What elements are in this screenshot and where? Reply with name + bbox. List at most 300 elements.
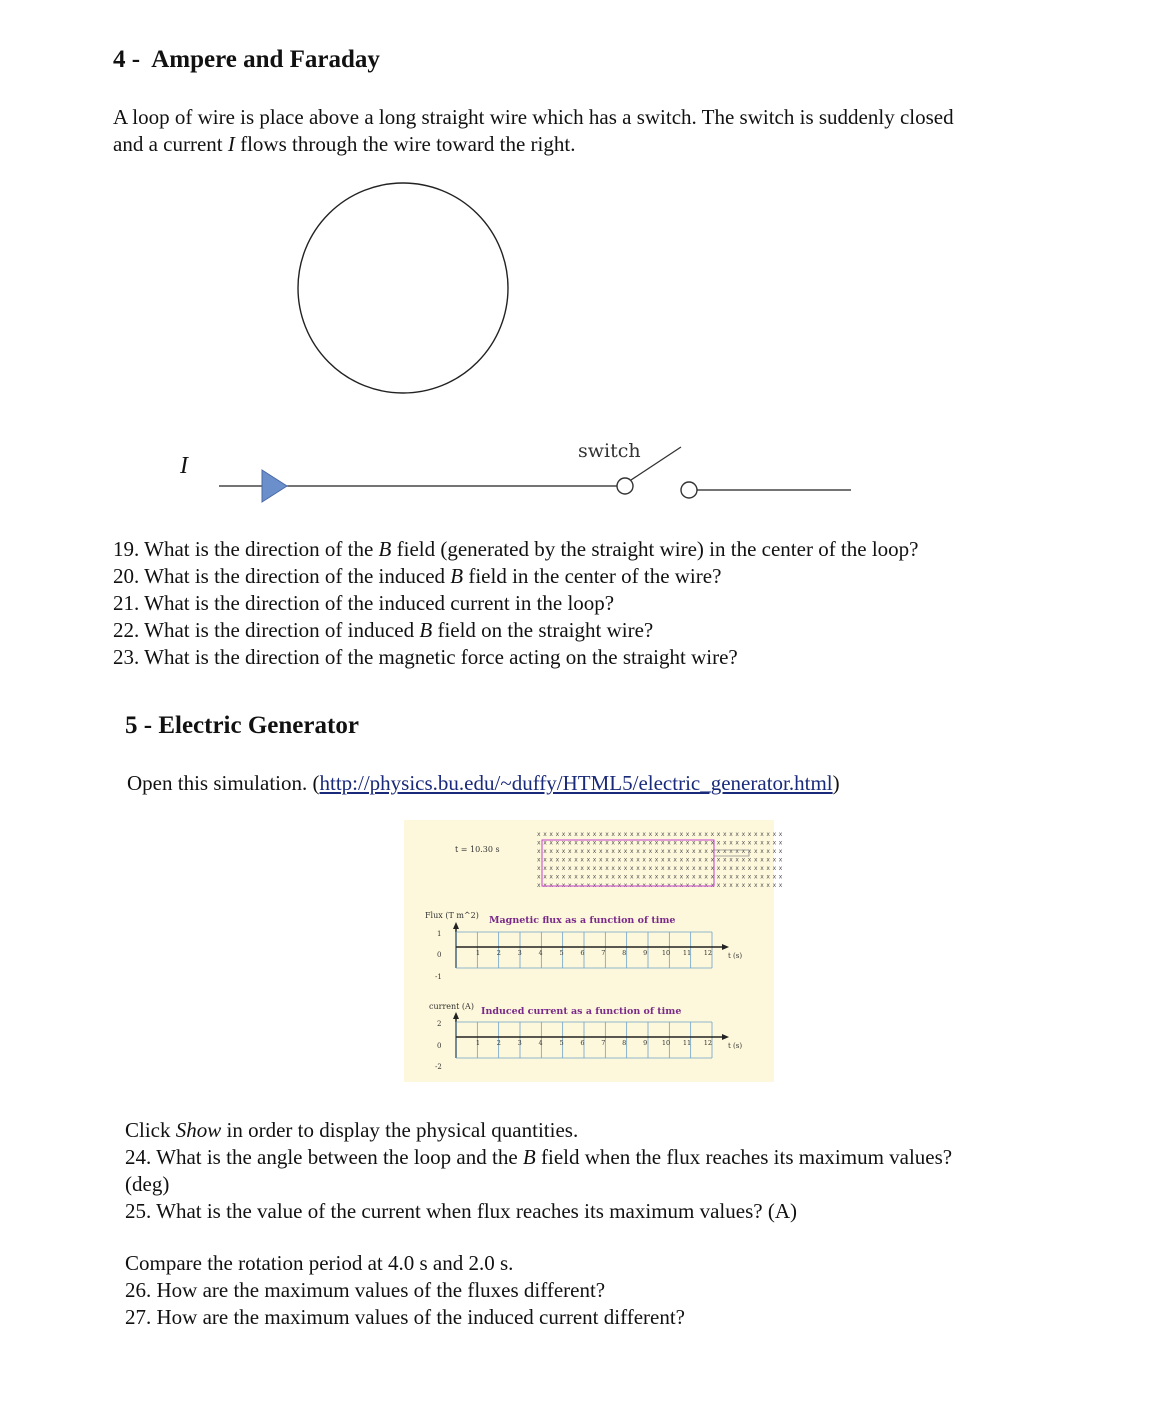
section-4-title bbox=[113, 46, 380, 74]
field-x-mark: x bbox=[611, 873, 615, 881]
field-x-mark: x bbox=[617, 865, 622, 872]
field-x-mark: x bbox=[592, 856, 597, 864]
field-x-mark: x bbox=[599, 831, 603, 838]
question-26: 26. How are the maximum values of the fluxes different? bbox=[125, 1278, 606, 1302]
field-x-mark: x bbox=[574, 865, 578, 872]
flux-x-tick: 8 bbox=[622, 949, 627, 957]
field-x-mark: x bbox=[537, 856, 541, 864]
field-x-mark: x bbox=[685, 839, 690, 847]
field-x-mark: x bbox=[778, 831, 783, 838]
switch-label: switch bbox=[578, 440, 641, 462]
field-x-mark: x bbox=[599, 865, 603, 872]
field-x-mark: x bbox=[586, 831, 591, 838]
field-x-mark: x bbox=[679, 831, 684, 838]
flux-x-tick: 3 bbox=[517, 949, 522, 957]
field-x-mark: x bbox=[735, 856, 739, 864]
flux-x-tick: 9 bbox=[643, 949, 648, 957]
field-x-mark: x bbox=[661, 856, 665, 864]
field-x-mark: x bbox=[654, 882, 659, 889]
field-x-mark: x bbox=[679, 873, 684, 881]
field-x-mark: x bbox=[723, 865, 727, 872]
field-x-mark: x bbox=[605, 839, 609, 847]
current-x-tick: 10 bbox=[661, 1039, 671, 1047]
field-x-mark: x bbox=[605, 873, 609, 881]
field-x-mark: x bbox=[580, 856, 584, 864]
field-x-mark: x bbox=[661, 865, 665, 872]
field-x-mark: x bbox=[605, 831, 609, 838]
field-x-mark: x bbox=[685, 873, 690, 881]
field-x-mark: x bbox=[772, 873, 777, 881]
field-x-mark: x bbox=[623, 882, 628, 889]
question-24: 24. What is the angle between the loop and the B field when the flux reaches its maximum values? bbox=[125, 1145, 953, 1169]
field-x-mark: x bbox=[642, 839, 646, 847]
field-x-mark: x bbox=[568, 848, 572, 855]
field-x-mark: x bbox=[654, 831, 659, 838]
field-x-mark: x bbox=[723, 839, 727, 847]
field-x-mark: x bbox=[630, 882, 634, 889]
field-x-mark: x bbox=[778, 865, 783, 872]
field-x-mark: x bbox=[549, 831, 553, 838]
wire-loop bbox=[298, 183, 508, 393]
current-tick-bottom: -2 bbox=[435, 1063, 442, 1071]
field-x-mark: x bbox=[661, 882, 665, 889]
field-x-mark: x bbox=[729, 873, 733, 881]
field-x-mark: x bbox=[741, 873, 746, 881]
field-x-mark: x bbox=[617, 873, 622, 881]
field-x-mark: x bbox=[679, 848, 684, 855]
field-x-mark: x bbox=[549, 882, 553, 889]
field-x-mark: x bbox=[729, 882, 733, 889]
field-x-mark: x bbox=[760, 839, 764, 847]
field-x-mark: x bbox=[754, 831, 758, 838]
field-x-mark: x bbox=[642, 873, 646, 881]
field-x-mark: x bbox=[741, 882, 746, 889]
field-x-mark: x bbox=[555, 873, 560, 881]
current-x-tick: 7 bbox=[601, 1039, 606, 1047]
current-t-axis-label: t (s) bbox=[728, 1042, 743, 1050]
field-x-mark: x bbox=[667, 882, 671, 889]
field-x-mark: x bbox=[685, 848, 690, 855]
field-x-mark: x bbox=[754, 848, 758, 855]
field-x-mark: x bbox=[599, 848, 603, 855]
field-x-mark: x bbox=[648, 882, 653, 889]
field-x-mark: x bbox=[592, 873, 597, 881]
field-x-mark: x bbox=[605, 882, 609, 889]
field-x-mark: x bbox=[766, 831, 770, 838]
field-x-mark: x bbox=[580, 882, 584, 889]
question-27: 27. How are the maximum values of the induced current different? bbox=[125, 1305, 685, 1329]
flux-t-axis-label: t (s) bbox=[728, 952, 743, 960]
field-x-mark: x bbox=[673, 873, 677, 881]
field-x-mark: x bbox=[543, 831, 547, 838]
current-tick-top: 2 bbox=[437, 1020, 442, 1028]
field-x-mark: x bbox=[568, 882, 572, 889]
field-x-mark: x bbox=[599, 839, 603, 847]
field-x-mark: x bbox=[716, 882, 721, 889]
flux-x-tick: 2 bbox=[496, 949, 501, 957]
field-x-mark: x bbox=[667, 831, 671, 838]
field-x-mark: x bbox=[747, 856, 752, 864]
field-x-mark: x bbox=[685, 882, 690, 889]
field-x-mark: x bbox=[747, 831, 752, 838]
field-x-mark: x bbox=[673, 856, 677, 864]
field-x-mark: x bbox=[698, 856, 702, 864]
field-x-mark: x bbox=[623, 873, 628, 881]
field-x-mark: x bbox=[723, 856, 727, 864]
flux-chart-title: Magnetic flux as a function of time bbox=[489, 915, 676, 926]
field-x-mark: x bbox=[716, 831, 721, 838]
field-x-mark: x bbox=[766, 882, 770, 889]
field-x-mark: x bbox=[636, 882, 640, 889]
current-tick-zero: 0 bbox=[437, 1042, 442, 1050]
field-x-mark: x bbox=[685, 865, 690, 872]
field-x-mark: x bbox=[580, 865, 584, 872]
field-x-mark: x bbox=[636, 848, 640, 855]
field-x-mark: x bbox=[692, 839, 696, 847]
flux-tick-zero: 0 bbox=[437, 951, 442, 959]
field-x-mark: x bbox=[760, 831, 764, 838]
field-x-mark: x bbox=[555, 856, 560, 864]
field-x-mark: x bbox=[549, 856, 553, 864]
field-x-mark: x bbox=[561, 865, 566, 872]
field-x-mark: x bbox=[754, 839, 758, 847]
field-x-mark: x bbox=[611, 865, 615, 872]
field-x-mark: x bbox=[623, 839, 628, 847]
current-x-tick: 11 bbox=[682, 1039, 692, 1047]
field-x-mark: x bbox=[555, 831, 560, 838]
field-x-mark: x bbox=[611, 831, 615, 838]
field-x-mark: x bbox=[574, 882, 578, 889]
field-x-mark: x bbox=[537, 848, 541, 855]
field-x-mark: x bbox=[654, 873, 659, 881]
field-x-mark: x bbox=[611, 856, 615, 864]
flux-x-tick: 7 bbox=[601, 949, 606, 957]
field-x-mark: x bbox=[772, 839, 777, 847]
field-x-mark: x bbox=[723, 882, 727, 889]
field-x-mark: x bbox=[729, 856, 733, 864]
field-x-mark: x bbox=[617, 848, 622, 855]
field-x-mark: x bbox=[561, 848, 566, 855]
field-x-mark: x bbox=[636, 839, 640, 847]
compare-instruction: Compare the rotation period at 4.0 s and 2.0 s. bbox=[125, 1251, 514, 1275]
intro-line-1: A loop of wire is place above a long straight wire which has a switch. The switch is suddenly closed bbox=[113, 105, 954, 129]
field-x-mark: x bbox=[673, 839, 677, 847]
field-x-mark: x bbox=[537, 882, 541, 889]
section-4-number: 4 - bbox=[113, 46, 141, 73]
field-x-mark: x bbox=[654, 848, 659, 855]
field-x-mark: x bbox=[648, 873, 653, 881]
flux-x-tick: 12 bbox=[703, 949, 713, 957]
field-x-mark: x bbox=[537, 873, 541, 881]
field-x-mark: x bbox=[704, 865, 708, 872]
current-x-tick: 4 bbox=[538, 1039, 543, 1047]
field-x-mark: x bbox=[704, 839, 708, 847]
field-x-mark: x bbox=[778, 873, 783, 881]
field-x-mark: x bbox=[710, 882, 715, 889]
field-x-mark: x bbox=[766, 856, 770, 864]
current-x-tick: 2 bbox=[496, 1039, 501, 1047]
current-axis-label: current (A) bbox=[429, 1002, 474, 1011]
field-x-mark: x bbox=[704, 831, 708, 838]
field-x-mark: x bbox=[586, 873, 591, 881]
question-19: 19. What is the direction of the B field (generated by the straight wire) in the center of the loop? bbox=[113, 537, 919, 561]
current-x-tick: 5 bbox=[559, 1039, 564, 1047]
field-x-mark: x bbox=[555, 882, 560, 889]
switch-terminal-left bbox=[617, 478, 633, 494]
field-x-mark: x bbox=[692, 848, 696, 855]
section-4-title-text: Ampere and Faraday bbox=[151, 46, 380, 73]
field-x-mark: x bbox=[549, 848, 553, 855]
field-x-mark: x bbox=[772, 882, 777, 889]
field-x-mark: x bbox=[568, 873, 572, 881]
field-x-mark: x bbox=[716, 856, 721, 864]
field-x-mark: x bbox=[698, 848, 702, 855]
field-x-mark: x bbox=[605, 856, 609, 864]
field-x-mark: x bbox=[673, 848, 677, 855]
field-x-mark: x bbox=[772, 865, 777, 872]
question-20: 20. What is the direction of the induced B field in the center of the wire? bbox=[113, 564, 722, 588]
field-x-mark: x bbox=[716, 865, 721, 872]
field-x-mark: x bbox=[599, 873, 603, 881]
flux-x-tick: 10 bbox=[661, 949, 671, 957]
field-x-mark: x bbox=[654, 839, 659, 847]
field-x-mark: x bbox=[611, 848, 615, 855]
field-x-mark: x bbox=[716, 873, 721, 881]
field-x-mark: x bbox=[772, 856, 777, 864]
field-x-mark: x bbox=[630, 856, 634, 864]
field-x-mark: x bbox=[568, 856, 572, 864]
field-x-mark: x bbox=[642, 882, 646, 889]
field-x-mark: x bbox=[648, 831, 653, 838]
field-x-mark: x bbox=[735, 873, 739, 881]
field-x-mark: x bbox=[760, 873, 764, 881]
question-24-unit: (deg) bbox=[125, 1172, 170, 1196]
field-x-mark: x bbox=[673, 882, 677, 889]
field-x-mark: x bbox=[648, 848, 653, 855]
flux-tick-bottom: -1 bbox=[435, 973, 442, 981]
field-x-mark: x bbox=[704, 882, 708, 889]
field-x-mark: x bbox=[630, 865, 634, 872]
field-x-mark: x bbox=[710, 865, 715, 872]
field-x-mark: x bbox=[729, 839, 733, 847]
field-x-mark: x bbox=[747, 873, 752, 881]
field-x-mark: x bbox=[592, 882, 597, 889]
field-x-mark: x bbox=[710, 839, 715, 847]
question-22: 22. What is the direction of induced B field on the straight wire? bbox=[113, 618, 654, 642]
field-x-mark: x bbox=[636, 856, 640, 864]
field-x-mark: x bbox=[729, 848, 733, 855]
field-x-mark: x bbox=[537, 839, 541, 847]
field-x-mark: x bbox=[605, 865, 609, 872]
field-x-mark: x bbox=[710, 848, 715, 855]
field-x-mark: x bbox=[679, 856, 684, 864]
field-x-mark: x bbox=[760, 865, 764, 872]
field-x-mark: x bbox=[580, 839, 584, 847]
field-x-mark: x bbox=[543, 839, 547, 847]
field-x-mark: x bbox=[555, 848, 560, 855]
field-x-mark: x bbox=[692, 856, 696, 864]
field-x-mark: x bbox=[580, 848, 584, 855]
field-x-mark: x bbox=[586, 839, 591, 847]
field-x-mark: x bbox=[617, 882, 622, 889]
field-x-mark: x bbox=[772, 831, 777, 838]
field-x-mark: x bbox=[667, 856, 671, 864]
field-x-mark: x bbox=[623, 865, 628, 872]
field-x-mark: x bbox=[568, 839, 572, 847]
simulation-screenshot bbox=[404, 820, 783, 1082]
field-x-mark: x bbox=[704, 873, 708, 881]
field-x-mark: x bbox=[623, 848, 628, 855]
field-x-mark: x bbox=[698, 882, 702, 889]
questions-19-23 bbox=[113, 536, 919, 671]
flux-x-tick: 4 bbox=[538, 949, 543, 957]
field-x-mark: x bbox=[599, 882, 603, 889]
current-x-tick: 1 bbox=[475, 1039, 480, 1047]
field-x-mark: x bbox=[667, 848, 671, 855]
intro-line-2: and a current I flows through the wire toward the right. bbox=[113, 132, 576, 156]
field-x-mark: x bbox=[735, 848, 739, 855]
field-x-mark: x bbox=[692, 831, 696, 838]
field-x-mark: x bbox=[778, 839, 783, 847]
field-x-mark: x bbox=[599, 856, 603, 864]
field-x-mark: x bbox=[673, 865, 677, 872]
field-x-mark: x bbox=[574, 848, 578, 855]
field-x-mark: x bbox=[642, 856, 646, 864]
field-x-mark: x bbox=[698, 873, 702, 881]
simulation-link[interactable]: http://physics.bu.edu/~duffy/HTML5/electric_generator.html bbox=[319, 771, 833, 795]
field-x-mark: x bbox=[549, 865, 553, 872]
field-x-mark: x bbox=[661, 839, 665, 847]
field-x-mark: x bbox=[561, 831, 566, 838]
current-variable: I bbox=[227, 132, 235, 156]
field-x-mark: x bbox=[747, 865, 752, 872]
field-x-mark: x bbox=[710, 873, 715, 881]
field-x-mark: x bbox=[685, 831, 690, 838]
field-x-mark: x bbox=[642, 831, 646, 838]
field-x-mark: x bbox=[716, 848, 721, 855]
field-x-mark: x bbox=[574, 831, 578, 838]
flux-axis-label: Flux (T m^2) bbox=[425, 911, 479, 920]
field-x-mark: x bbox=[561, 873, 566, 881]
field-x-mark: x bbox=[667, 865, 671, 872]
field-x-mark: x bbox=[679, 839, 684, 847]
field-x-mark: x bbox=[543, 882, 547, 889]
field-x-mark: x bbox=[735, 831, 739, 838]
field-x-mark: x bbox=[543, 856, 547, 864]
switch-terminal-right bbox=[681, 482, 697, 498]
flux-x-tick: 1 bbox=[475, 949, 480, 957]
field-x-mark: x bbox=[679, 865, 684, 872]
field-x-mark: x bbox=[778, 848, 783, 855]
field-x-mark: x bbox=[586, 882, 591, 889]
field-x-mark: x bbox=[543, 848, 547, 855]
field-x-mark: x bbox=[741, 848, 746, 855]
field-x-mark: x bbox=[760, 856, 764, 864]
field-x-mark: x bbox=[692, 882, 696, 889]
field-x-mark: x bbox=[760, 882, 764, 889]
field-x-mark: x bbox=[630, 831, 634, 838]
field-x-mark: x bbox=[648, 865, 653, 872]
field-x-mark: x bbox=[574, 873, 578, 881]
field-x-mark: x bbox=[568, 831, 572, 838]
field-x-mark: x bbox=[772, 848, 777, 855]
field-x-mark: x bbox=[692, 865, 696, 872]
field-x-mark: x bbox=[586, 865, 591, 872]
questions-26-27 bbox=[125, 1250, 685, 1331]
field-x-mark: x bbox=[537, 865, 541, 872]
current-x-tick: 8 bbox=[622, 1039, 627, 1047]
flux-x-tick: 11 bbox=[682, 949, 692, 957]
field-x-mark: x bbox=[704, 848, 708, 855]
field-x-mark: x bbox=[580, 831, 584, 838]
field-x-mark: x bbox=[741, 831, 746, 838]
field-x-mark: x bbox=[636, 865, 640, 872]
field-x-mark: x bbox=[661, 848, 665, 855]
field-x-mark: x bbox=[543, 865, 547, 872]
field-x-mark: x bbox=[561, 882, 566, 889]
field-x-mark: x bbox=[741, 865, 746, 872]
field-x-mark: x bbox=[679, 882, 684, 889]
sim-time-readout: t = 10.30 s bbox=[455, 845, 500, 854]
field-x-mark: x bbox=[667, 873, 671, 881]
field-x-mark: x bbox=[617, 839, 622, 847]
field-x-mark: x bbox=[741, 856, 746, 864]
field-x-mark: x bbox=[642, 848, 646, 855]
field-x-mark: x bbox=[623, 831, 628, 838]
field-x-mark: x bbox=[561, 856, 566, 864]
question-23: 23. What is the direction of the magnetic force acting on the straight wire? bbox=[113, 645, 738, 669]
field-x-mark: x bbox=[685, 856, 690, 864]
intro-paragraph bbox=[113, 104, 954, 158]
field-x-mark: x bbox=[760, 848, 764, 855]
field-x-mark: x bbox=[698, 839, 702, 847]
field-x-mark: x bbox=[586, 848, 591, 855]
field-x-mark: x bbox=[592, 831, 597, 838]
field-x-mark: x bbox=[692, 873, 696, 881]
field-x-mark: x bbox=[741, 839, 746, 847]
field-x-mark: x bbox=[710, 831, 715, 838]
field-x-mark: x bbox=[592, 865, 597, 872]
flux-x-tick: 6 bbox=[580, 949, 585, 957]
question-25: 25. What is the value of the current when flux reaches its maximum values? (A) bbox=[125, 1199, 797, 1223]
field-x-mark: x bbox=[735, 865, 739, 872]
questions-24-25 bbox=[125, 1117, 952, 1225]
field-x-mark: x bbox=[766, 865, 770, 872]
field-x-mark: x bbox=[617, 856, 622, 864]
click-show-instruction: Click Show in order to display the physical quantities. bbox=[125, 1118, 579, 1142]
flux-tick-top: 1 bbox=[437, 930, 442, 938]
field-x-mark: x bbox=[574, 839, 578, 847]
field-x-mark: x bbox=[661, 831, 665, 838]
field-x-mark: x bbox=[648, 839, 653, 847]
field-x-mark: x bbox=[636, 831, 640, 838]
field-x-mark: x bbox=[716, 839, 721, 847]
field-x-mark: x bbox=[747, 848, 752, 855]
field-x-mark: x bbox=[778, 856, 783, 864]
field-x-mark: x bbox=[561, 839, 566, 847]
field-x-mark: x bbox=[754, 865, 758, 872]
show-keyword: Show bbox=[175, 1118, 222, 1142]
field-x-mark: x bbox=[623, 856, 628, 864]
loop-wire-diagram bbox=[0, 170, 1167, 510]
field-x-mark: x bbox=[667, 839, 671, 847]
flux-x-tick: 5 bbox=[559, 949, 564, 957]
field-x-mark: x bbox=[673, 831, 677, 838]
field-x-mark: x bbox=[729, 831, 733, 838]
field-x-mark: x bbox=[729, 865, 733, 872]
field-x-mark: x bbox=[592, 839, 597, 847]
field-x-mark: x bbox=[723, 831, 727, 838]
